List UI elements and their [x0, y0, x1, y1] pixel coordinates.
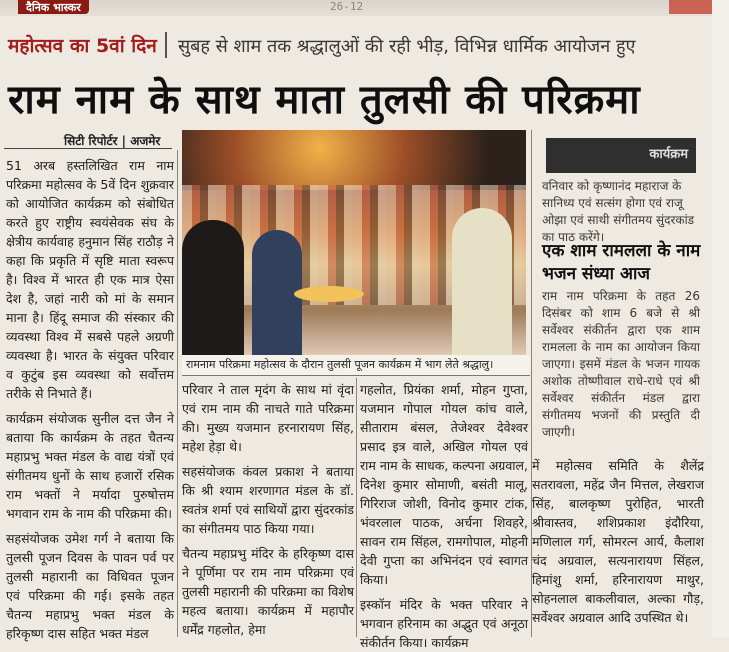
paragraph: परिवार ने ताल मृदंग के साथ मां वृंदा एवं राम नाम की नाचते गाते परिक्रमा की। मुख्य यजमान हरनारायण सिंह, महेश हेड़ा थे।: [182, 382, 354, 454]
masthead: [0, 0, 729, 16]
sidebar-heading: एक शाम रामलला के नाम भजन संध्या आज: [542, 241, 701, 284]
article-column-2: [182, 380, 354, 636]
byline-divider: [4, 148, 172, 149]
photo-puja-plate: [294, 286, 364, 302]
paragraph: गहलोत, प्रियंका शर्मा, मोहन गुप्ता, यजमान गोपाल गोयल कांच वाले, सीताराम बंसल, तेजेश्वर देवेश्वर प्रसाद इत्र वाले, अखिल गोयल एवं राम नाम के साधक, कल्पना अग्रवाल, दिनेश कुमार सोमाणी, बसंती मालू, गिरिराज जोशी, विनोद कुमार टांक, भंवरलाल पाठक, अर्चना शिवहरे, सावन राम सिंहल, रामगोपाल, मोहनी देवी गुप्ता का अभिनंदन एवं स्वागत किया।: [360, 382, 528, 587]
sidebar-body: राम नाम परिक्रमा के तहत 26 दिसंबर को शाम 6 बजे से श्री सर्वेश्वर संकीर्तन द्वारा एक शाम रामलला के नाम का आयोजन किया जाएगा। इसमें मंडल के भजन गायक अशोक तोष्णीवाल राधे-राधे एवं श्री सर्वेश्वर संकीर्तन मंडल द्वारा संगीतमय भजनों की प्रस्तुति दी जाएगी।: [542, 289, 700, 439]
column-divider: [356, 378, 357, 637]
article-column-4: [532, 456, 704, 636]
paragraph: इस्कॉन मंदिर के भक्त परिवार ने भगवान हरिनाम का अद्भुत एवं अनूठा संकीर्तन किया। कार्यक्रम: [360, 597, 528, 650]
photo-figure: [182, 220, 244, 355]
paragraph: सहसंयोजक कंवल प्रकाश ने बताया कि श्री श्याम शरणागत मंडल के डॉ. स्वतंत्र शर्मा एवं साथियों द्वारा सुंदरकांड का संगीतमय पाठ किया गया।: [182, 464, 354, 536]
photo-caption: रामनाम परिक्रमा महोत्सव के दौरान तुलसी पूजन कार्यक्रम में भाग लेते श्रद्धालु।: [182, 355, 530, 376]
paragraph: सहसंयोजक उमेश गर्ग ने बताया कि तुलसी पूजन दिवस के पावन पर्व पर तुलसी महारानी का विधिवत पूजन एवं परिक्रमा की गई। इसके तहत चैतन्य महाप्रभु भक्त मंडल के हरिकृष्ण दास सहित भक्त मंडल: [6, 531, 174, 641]
sidebar-banner: [546, 138, 696, 173]
edition-date: 26-12: [330, 0, 364, 13]
kicker-subhead: सुबह से शाम तक श्रद्धालुओं की रही भीड़, विभिन्न धार्मिक आयोजन हुए: [177, 36, 636, 57]
article-column-3: [360, 380, 528, 650]
news-photo: [182, 130, 526, 355]
paragraph: चैतन्य महाप्रभु मंदिर के हरिकृष्ण दास ने पूर्णिमा पर राम नाम परिक्रमा एवं तुलसी महारानी की परिक्रमा का विशेष महत्व बताया। कार्यक्रम में महापौर धर्मेंद्र गहलोत, हेमा: [182, 546, 354, 637]
kicker-tag: महोत्सव का 5वां दिन: [8, 32, 167, 58]
newspaper-brand: दैनिक भास्कर: [18, 0, 89, 14]
photo-figure: [452, 208, 512, 355]
headline: राम नाम के साथ माता तुलसी की परिक्रमा: [8, 77, 641, 123]
article-column-1: [6, 156, 174, 641]
column-divider: [177, 150, 178, 637]
sidebar-intro: वनिवार को कृष्णानंद महाराज के सानिध्य एवं सत्संग होगा एवं राजू ओझा एवं साथी संगीतमय सुंदरकांड का पाठ करेंगे।: [542, 179, 695, 244]
page-edge: [712, 0, 729, 637]
kicker-line: [8, 32, 708, 58]
paragraph: कार्यक्रम संयोजक सुनील दत्त जैन ने बताया कि कार्यक्रम के तहत चैतन्य महाप्रभु भक्त मंडल के वाद्य यंत्रों एवं संगीतमय धुनों के साथ हजारों रसिक राम भक्तों ने मर्यादा पुरुषोत्तम भगवान राम के नाम की परिक्रमा की।: [6, 411, 174, 521]
paragraph: में महोत्सव समिति के शैलेंद्र सतरावला, महेंद्र जैन मित्तल, लेखराज सिंह, बालकृष्ण पुरोहित, भारती श्रीवास्तव, शशिप्रकाश इंदौरिया, मणिलाल गर्ग, सोमरत्न आर्य, कैलाश चंद अग्रवाल, सत्यनारायण सिंहल, हिमांशु शर्मा, हरिनारायण माथुर, सोहनलाल बाकलीवाल, अल्का गौड़, सर्वेश्वर अग्रवाल आदि उपस्थित थे।: [532, 458, 704, 625]
sidebar-banner-label: कार्यक्रम: [649, 147, 688, 162]
byline: सिटी रिपोर्टर | अजमेर: [64, 134, 161, 148]
paragraph: 51 अरब हस्तलिखित राम नाम परिक्रमा महोत्सव के 5वें दिन शुक्रवार को आयोजित कार्यक्रम को संबोधित करते हुए राष्ट्रीय स्वयंसेवक संघ के क्षेत्रीय कार्यवाह हनुमान सिंह राठौड़ ने कहा कि प्रकृति में सृष्टि माता स्वरूप है। विश्व में भारत ही एक मात्र ऐसा देश है, जहां नारी को मां के समान माना है। हिंदू समाज की संस्कार की व्यवस्था विश्व में सबसे पहले अग्रणी व्यवस्था है। भारत के संयुक्त परिवार व कुटुंब इस व्यवस्था को सर्वोत्तम तरीके से निभाते हैं।: [6, 158, 174, 401]
photo-background: [182, 130, 526, 190]
